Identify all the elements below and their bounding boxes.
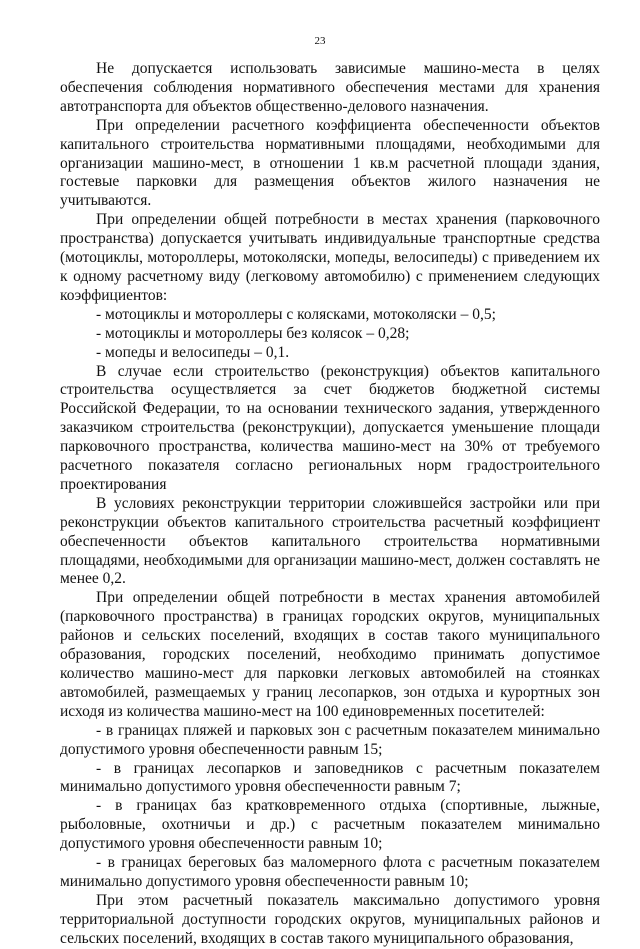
paragraph-budget-construction: В случае если строительство (реконструкция) объектов капитального строительства осуществляется за счет бюджетов бюджетной системы Российской Федерации, то на основании технического задания, утвержденного заказчиком строительства (реконструкции), допускается уменьшение площади парковочного пространства, количества машино-мест на 30% от требуемого расчетного показателя согласно региональных норм градостроительного проектирования xyxy=(60,362,600,493)
list-item-small-fleet-bases: - в границах береговых баз маломерного флота с расчетным показателем минимально допустимого уровня обеспеченности равным 10; xyxy=(60,854,600,890)
paragraph-recreation-parking: При определении общей потребности в местах хранения автомобилей (парковочного пространства) в границах городских округов, муниципальных районов и сельских поселений, входящих в состав такого муниципального образования, городских поселений, необходимо принимать допустимое количество машино-мест для парковки легковых автомобилей на стоянках автомобилей, размещаемых у границ лесопарков, зон отдыха и курортных зон исходя из количества машино-мест на 100 единовременных посетителей: xyxy=(60,589,600,720)
document-body xyxy=(60,60,600,949)
page-number: 23 xyxy=(314,35,326,47)
list-item-forest-parks: - в границах лесопарков и заповедников с расчетным показателем минимально допустимого уровня обеспеченности равным 7; xyxy=(60,759,600,796)
list-item-motorcycles-no-sidecars: - мотоциклы и мотороллеры без колясок – 0,28; xyxy=(96,324,410,342)
paragraph-calculated-coefficient: При определении расчетного коэффициента обеспеченности объектов капитального строительства нормативными площадями, необходимыми для организации машино-мест, в отношении 1 кв.м расчетной площади здания, гостевые парковки для размещения объектов жилого назначения не учитываются. xyxy=(60,116,600,210)
list-item-recreation-bases: - в границах баз кратковременного отдыха (спортивные, лыжные, рыболовные, охотничьи и др.) с расчетным показателем минимально допустимого уровня обеспеченности равным 10; xyxy=(60,797,600,853)
paragraph-reconstruction: В условиях реконструкции территории сложившейся застройки или при реконструкции объектов капитального строительства расчетный коэффициент обеспеченности объектов капитального строительства нормативными площадями, необходимыми для организации машино-мест, должен составлять не менее 0,2. xyxy=(60,494,600,588)
list-item-beaches-parks: - в границах пляжей и парковых зон с расчетным показателем минимально допустимого уровня обеспеченности равным 15; xyxy=(60,721,600,758)
list-item-motorcycles-sidecars: - мотоциклы и мотороллеры с колясками, мотоколяски – 0,5; xyxy=(96,305,496,323)
paragraph-territorial-accessibility: При этом расчетный показатель максимально допустимого уровня территориальной доступности городских округов, муниципальных районов и сельских поселений, входящих в состав такого муниципального образования, xyxy=(60,891,600,947)
list-item-mopeds-bicycles: - мопеды и велосипеды – 0,1. xyxy=(96,343,290,361)
paragraph-individual-vehicles: При определении общей потребности в местах хранения (парковочного пространства) допускается учитывать индивидуальные транспортные средства (мотоциклы, мотороллеры, мотоколяски, мопеды, велосипеды) с приведением их к одному расчетному виду (легковому автомобилю) с применением следующих коэффициентов: xyxy=(60,211,600,304)
paragraph-dependent-parking: Не допускается использовать зависимые машино-места в целях обеспечения соблюдения нормативного обеспечения местами для хранения автотранспорта для объектов общественно-делового назначения. xyxy=(60,60,600,115)
